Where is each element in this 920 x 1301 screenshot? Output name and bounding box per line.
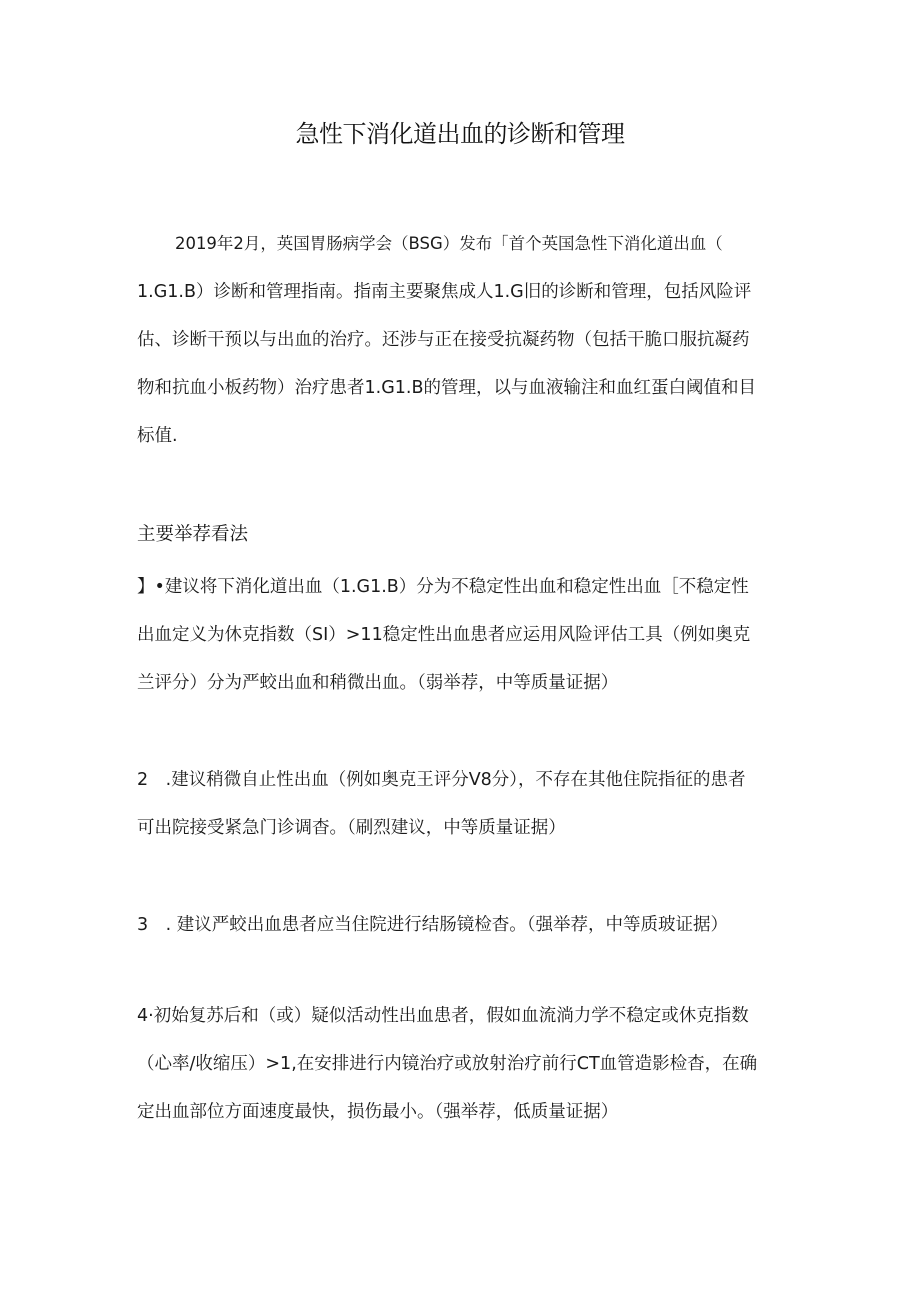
paragraph-line: 可出院接受紧急门诊调杳。（刷烈建议，中等质量证据） xyxy=(137,818,566,838)
recommendation-4 xyxy=(137,992,787,1136)
paragraph-line: 标值. xyxy=(137,426,178,446)
paragraph-line: 估、诊断干预以与出血的治疗。还涉与正在接受抗凝药物（包括干脆口服抗凝药 xyxy=(137,330,750,350)
paragraph-line: 1.G1.B）诊断和管理指南。指南主要聚焦成人1.G旧的诊断和管理，包括风险评 xyxy=(137,282,752,302)
recommendation-3 xyxy=(137,901,787,949)
paragraph-line: 定出血部位方面速度最快，损伤最小。（强举荐，低质量证据） xyxy=(137,1102,619,1122)
paragraph-line: 2 .建议稍微自止性出血（例如奥克王评分V8分），不存在其他住院指征的患者 xyxy=(137,770,746,790)
paragraph-line: 】•建议将下消化道出血（1.G1.B）分为不稳定性出血和稳定性出血［不稳定性 xyxy=(137,577,749,597)
paragraph-line: 兰评分）分为严蛟出血和稍微出血。（弱举荐，中等质量证据） xyxy=(137,673,619,693)
paragraph-line: 物和抗血小板药物）治疗患者1.G1.B的管理，以与血液输注和血红蛋白阈值和目 xyxy=(137,378,756,398)
document-title: 急性下消化道出血的诊断和管理 xyxy=(295,120,625,148)
recommendation-2 xyxy=(137,756,787,852)
recommendation-1 xyxy=(137,563,787,707)
paragraph-line: 4·初始复苏后和（或）疑似活动性出血患者，假如血流淌力学不稳定或休克指数 xyxy=(137,1006,749,1026)
paragraph-line: （心率/收缩压）>1,在安排进行内镜治疗或放射治疗前行CT血管造影检杳，在确 xyxy=(137,1054,758,1074)
section-heading: 主要举荐看法 xyxy=(137,524,249,545)
intro-paragraph xyxy=(137,220,787,460)
paragraph-line: 3 . 建议严蛟出血患者应当住院进行结肠镜检杳。（强举荐，中等质玻证据） xyxy=(137,915,729,935)
paragraph-line: 出血定义为休克指数（SI）>11稳定性出血患者应运用风险评估工具（例如奥克 xyxy=(137,625,751,645)
paragraph-line: 2019年2月，英国胃肠病学会（BSG）发布「首个英国急性下消化道出血（ xyxy=(175,234,723,253)
